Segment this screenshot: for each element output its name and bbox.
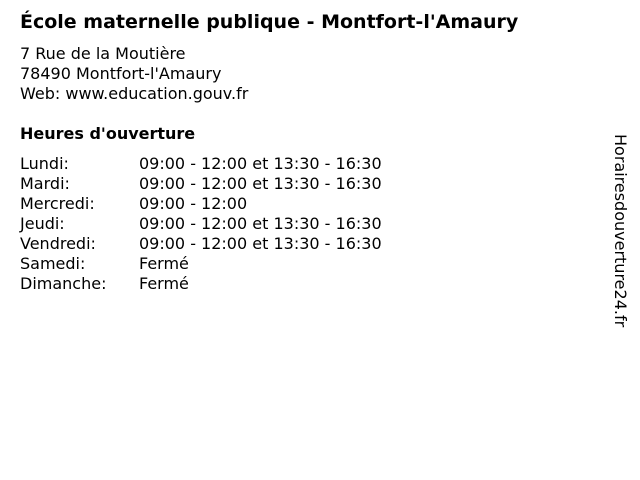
day-label: Dimanche:	[20, 274, 107, 293]
day-label: Lundi:	[20, 154, 69, 173]
hours-heading: Heures d'ouverture	[20, 124, 196, 143]
day-hours: 09:00 - 12:00 et 13:30 - 16:30	[139, 154, 382, 173]
day-label: Mardi:	[20, 174, 70, 193]
address-block	[20, 44, 248, 104]
day-hours: 09:00 - 12:00 et 13:30 - 16:30	[139, 174, 382, 193]
watermark-text: Horairesdouverture24.fr	[611, 134, 630, 328]
day-hours: 09:00 - 12:00	[139, 194, 248, 213]
address-city: 78490 Montfort-l'Amaury	[20, 64, 222, 83]
day-hours: Fermé	[139, 274, 189, 293]
day-label: Mercredi:	[20, 194, 95, 213]
website-link[interactable]: Web: www.education.gouv.fr	[20, 84, 249, 103]
page-title: École maternelle publique - Montfort-l'Amaury	[20, 11, 519, 33]
watermark	[611, 134, 637, 374]
day-hours: 09:00 - 12:00 et 13:30 - 16:30	[139, 214, 382, 233]
address-street: 7 Rue de la Moutière	[20, 44, 186, 63]
day-label: Samedi:	[20, 254, 86, 273]
day-label: Jeudi:	[20, 214, 65, 233]
day-hours: 09:00 - 12:00 et 13:30 - 16:30	[139, 234, 382, 253]
day-hours: Fermé	[139, 254, 189, 273]
day-label: Vendredi:	[20, 234, 96, 253]
